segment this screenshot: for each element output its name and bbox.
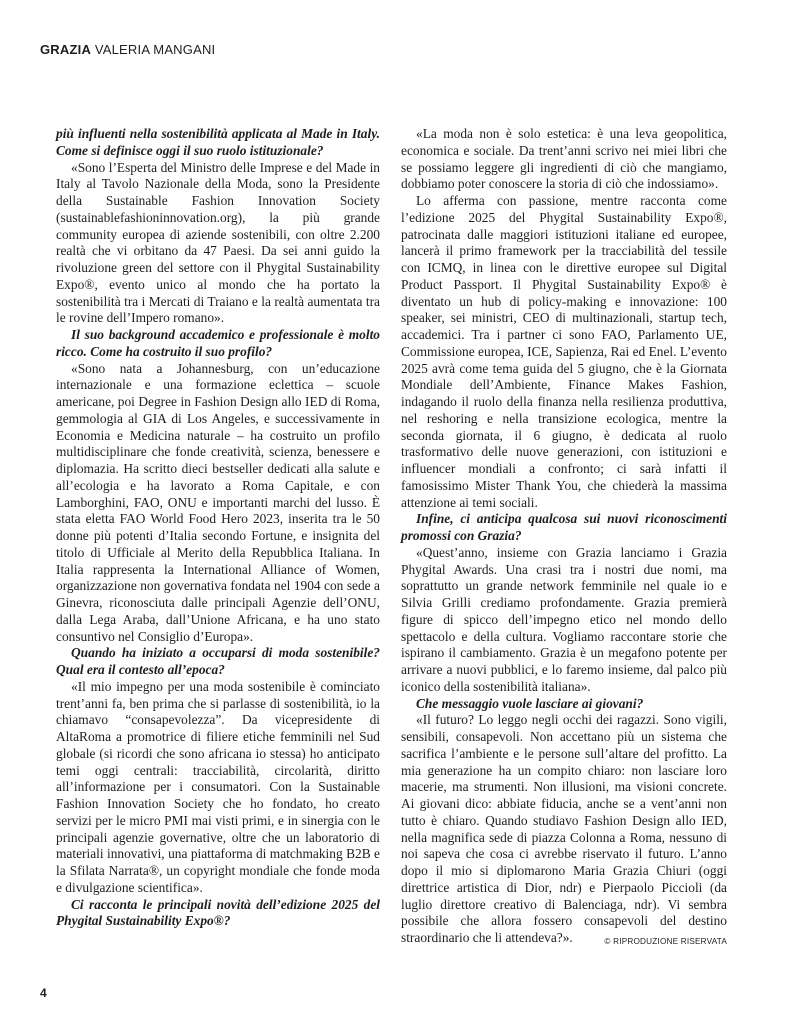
page-number: 4 — [40, 986, 47, 1000]
answer-paragraph: «Il mio impegno per una moda sostenibile è cominciato trent’anni fa, ben prima che si parlasse di sostenibilità, io la chiamavo “consapevolezza”. Da vicepresidente di AltaRoma a promotrice di filiere etiche femminili nel Sud globale (si ricordi che sono africana io stessa) ho anticipato temi oggi centrali: tracciabilità, circolarità, diritto all’informazione per i consumatori. Con la Sustainable Fashion Innovation Society che ho fondato, ho creato servizi per le micro PMI mai visti primi, e in sinergia con le principali agenzie governative, oltre che un laboratorio di materiali innovativi, una piattaforma di matchmaking B2B e la Sfilata Narrata®, un copyright mondiale che fonde moda e divulgazione scientifica». — [56, 678, 380, 895]
question-paragraph: Ci racconta le principali novità dell’edizione 2025 del Phygital Sustainability Expo®? — [56, 896, 380, 929]
answer-paragraph: «Sono l’Esperta del Ministro delle Imprese e del Made in Italy al Tavolo Nazionale della Moda, sono la Presidente della Sustainable Fashion Innovation Society (sustainablefashioninnovation.org), la più grande community europea di aziende sostenibili, con oltre 2.200 realtà che vi orbitano da 47 Paesi. Da sei anni guido la rivoluzione green del settore con il Phygital Sustainability Expo®, evento unico al mondo che ha portato la sostenibilità tra i Mercati di Traiano e la realtà aumentata tra le rovine dell’Impero romano». — [56, 159, 380, 326]
question-paragraph: Infine, ci anticipa qualcosa sui nuovi riconoscimenti promossi con Grazia? — [401, 511, 727, 543]
answer-paragraph: «La moda non è solo estetica: è una leva geopolitica, economica e sociale. Da trent’anni scrivo nei miei libri che se possiamo leggere gli ingredienti di ciò che mangiamo, dobbiamo poter conoscere la storia di ciò che indossiamo». — [401, 126, 727, 192]
question-paragraph: più influenti nella sostenibilità applicata al Made in Italy. Come si definisce oggi il suo ruolo istituzionale? — [56, 126, 380, 158]
answer-paragraph — [401, 712, 727, 947]
answer-paragraph: «Sono nata a Johannesburg, con un’educazione internazionale e una formazione eclettica – scuole americane, poi Degree in Fashion Design allo IED di Roma, gemmologia al GIA di Los Angeles, e successivamente in Economia e Medicina naturale – ha costruito un profilo multidisciplinare che fonde creatività, scienza, benessere e diplomazia. Ha scritto dieci bestseller dedicati alla salute e all’ecologia e ha lavorato a Roma Capitale, e con Lamborghini, FAO, ONU e importanti marchi del lusso. È stata eletta FAO World Food Hero 2023, inserita tra le 50 donne più potenti d’Italia secondo Fortune, e insignita del titolo di Ufficiale al Merito della Repubblica Italiana. In Italia rappresenta la International Alliance of Women, organizzazione non governativa fondata nel 1904 con sede a Ginevra, riconosciuta dalle principali Agenzie dell’ONU, dalla Lega Araba, dall’Unione Africana, e ha uno stato consuntivo nel Consiglio d’Europa». — [56, 360, 380, 644]
right-column — [401, 126, 727, 951]
copyright-notice: © RIPRODUZIONE RISERVATA — [604, 937, 727, 946]
author-name: VALERIA MANGANI — [94, 42, 216, 57]
left-column — [56, 126, 380, 930]
running-header — [40, 42, 215, 57]
magazine-brand: GRAZIA — [40, 42, 92, 57]
answer-text: «Il futuro? Lo leggo negli occhi dei ragazzi. Sono vigili, sensibili, consapevoli. Non accettano più un sistema che sacrifica l’ambiente e le persone sull’altare del profitto. La mia generazione ha un compito chiaro: non lasciare loro macerie, ma strumenti. Non illusioni, ma visioni concrete. Ai giovani dico: abbiate fiducia, anche se a vent’anni non tutto è chiaro. Quando studiavo Fashion Design allo IED, nella magnifica sede di piazza Colonna a Roma, nessuno di noi sapeva che cosa ci avrebbe riservato il futuro. L’anno dopo il mio si diplomarono Maria Grazia Chiuri (oggi direttrice artistica di Dior, ndr) e Pierpaolo Piccioli (da luglio direttore creativo di Balenciaga, ndr). Vi sembra possibile che allora fossero consapevoli del destino straordinario che li attendeva?». — [401, 712, 727, 945]
question-paragraph: Il suo background accademico e professionale è molto ricco. Come ha costruito il suo profilo? — [56, 327, 380, 359]
answer-paragraph: «Quest’anno, insieme con Grazia lanciamo i Grazia Phygital Awards. Una crasi tra i nostri due nomi, ma soprattutto un grande network femminile nel quale io e Silvia Grilli crediamo profondamente. Grazia premierà figure di spicco dell’impegno etico nel mondo dello spettacolo e della cultura. Vogliamo raccontare storie che ispirano il cambiamento. Grazia è un megafono potente per arrivare a nuovi pubblici, e lo faremo insieme, dal palco più iconico della sostenibilità italiana». — [401, 544, 727, 694]
question-paragraph: Quando ha iniziato a occuparsi di moda sostenibile? Qual era il contesto all’epoca? — [56, 645, 380, 677]
question-paragraph: Che messaggio vuole lasciare ai giovani? — [416, 695, 644, 711]
body-paragraph: Lo afferma con passione, mentre racconta come l’edizione 2025 del Phygital Sustainability Expo®, patrocinata dalle maggiori istituzioni italiane ed europee, lancerà il primo framework per la tracciabilità del tessile con ICMQ, in linea con le direttive europee sul Digital Product Passport. Il Phygital Sustainability Expo® è diventato un hub di policy-making e innovazione: 100 speaker, sei ministri, CEO di multinazionali, startup tech, accademici. Tra i partner ci sono FAO, Parlamento UE, Commissione europea, ICE, Sapienza, Rai ed Enel. L’evento 2025 avrà come tema guida del 5 giugno, che è la Giornata Mondiale dell’Ambiente, Finance Makes Fashion, indagando il ruolo della finanza nella resilienza produttiva, nel reshoring e nella transizione ecologica, mentre la seconda giornata, il 6 giugno, è dedicata al ruolo trasformativo delle nuove generazioni, con istituzioni e influencer mondiali a confronto; ci sarà infatti il famosissimo Mister Thank You, che chiederà la massima attenzione ai temi sociali. — [401, 193, 727, 510]
